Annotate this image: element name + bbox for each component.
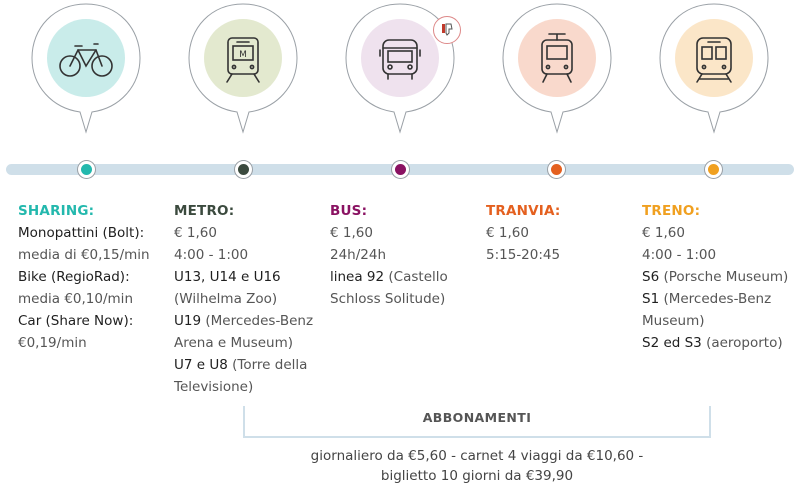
column-line (330, 288, 448, 310)
column-title: SHARING: (18, 203, 95, 219)
abbonamenti-title: ABBONAMENTI (422, 410, 532, 425)
line-light-text: Museum) (642, 313, 705, 329)
bubble-sharing (26, 0, 146, 140)
column-line (174, 310, 313, 332)
bubble-metro (183, 0, 303, 140)
column-line (642, 310, 788, 332)
line-light-text: € 1,60 (330, 225, 373, 241)
column-line (174, 332, 313, 354)
column-line (18, 266, 150, 288)
timeline-dot-sharing (78, 161, 95, 178)
column-line (174, 288, 313, 310)
column-title: BUS: (330, 203, 368, 219)
column-line (330, 222, 448, 244)
thumbs-down-icon[interactable] (433, 16, 461, 44)
column-line (330, 244, 448, 266)
column-line (174, 244, 313, 266)
column-line (18, 244, 150, 266)
line-light-text: € 1,60 (486, 225, 529, 241)
column-line (174, 266, 313, 288)
line-light-text: media €0,10/min (18, 291, 133, 307)
line-strong-text: S2 ed S3 (642, 335, 702, 351)
line-light-text: (aeroporto) (701, 335, 783, 351)
bubble-tranvia (497, 0, 617, 140)
line-light-text: € 1,60 (642, 225, 685, 241)
column-line (174, 222, 313, 244)
line-light-text: €0,19/min (18, 335, 87, 351)
column-line (642, 266, 788, 288)
line-strong-text: U19 (174, 313, 202, 329)
line-light-text: € 1,60 (174, 225, 217, 241)
line-light-text: (Mercedes-Benz (659, 291, 772, 307)
timeline-dot-treno (705, 161, 722, 178)
column-line (642, 288, 788, 310)
line-light-text: 5:15-20:45 (486, 247, 561, 263)
column-title: METRO: (174, 203, 235, 219)
column-tranvia (486, 200, 561, 266)
line-strong-text: Bike (RegioRad): (18, 269, 130, 285)
line-light-text: 24h/24h (330, 247, 387, 263)
line-light-text: (Castello (384, 269, 448, 285)
line-strong-text: U7 e U8 (174, 357, 228, 373)
line-strong-text: S1 (642, 291, 660, 307)
column-line (486, 244, 561, 266)
line-light-text: Arena e Museum) (174, 335, 294, 351)
line-light-text: (Wilhelma Zoo) (174, 291, 278, 307)
column-line (174, 354, 313, 376)
column-line (330, 266, 448, 288)
line-strong-text: S6 (642, 269, 660, 285)
line-strong-text: U13, U14 e U16 (174, 269, 281, 285)
column-line (642, 222, 788, 244)
timeline-dot-metro (235, 161, 252, 178)
timeline-dot-tranvia (548, 161, 565, 178)
line-light-text: 4:00 - 1:00 (174, 247, 249, 263)
line-light-text: Schloss Solitude) (330, 291, 446, 307)
bubble-treno (654, 0, 774, 140)
column-treno (642, 200, 788, 354)
line-strong-text: linea 92 (330, 269, 385, 285)
abbonamenti-line-2: biglietto 10 giorni da €39,90 (380, 468, 574, 484)
column-title: TRENO: (642, 203, 701, 219)
line-light-text: Televisione) (174, 379, 254, 395)
line-light-text: 4:00 - 1:00 (642, 247, 717, 263)
line-strong-text: Monopattini (Bolt): (18, 225, 145, 241)
column-line (18, 222, 150, 244)
line-light-text: (Torre della (227, 357, 308, 373)
column-line (174, 376, 313, 398)
column-line (642, 244, 788, 266)
svg-text:M: M (239, 50, 247, 60)
column-sharing (18, 200, 150, 354)
column-title: TRANVIA: (486, 203, 561, 219)
abbonamenti-line-1: giornaliero da €5,60 - carnet 4 viaggi da €10,60 - (310, 448, 644, 464)
column-bus (330, 200, 448, 310)
line-strong-text: Car (Share Now): (18, 313, 134, 329)
line-light-text: (Mercedes-Benz (201, 313, 314, 329)
column-line (642, 332, 788, 354)
line-light-text: media di €0,15/min (18, 247, 150, 263)
column-line (486, 222, 561, 244)
abbonamenti-text (243, 446, 711, 486)
line-light-text: (Porsche Museum) (659, 269, 789, 285)
column-line (18, 288, 150, 310)
timeline-dot-bus (392, 161, 409, 178)
column-metro (174, 200, 313, 398)
column-line (18, 310, 150, 332)
column-line (18, 332, 150, 354)
